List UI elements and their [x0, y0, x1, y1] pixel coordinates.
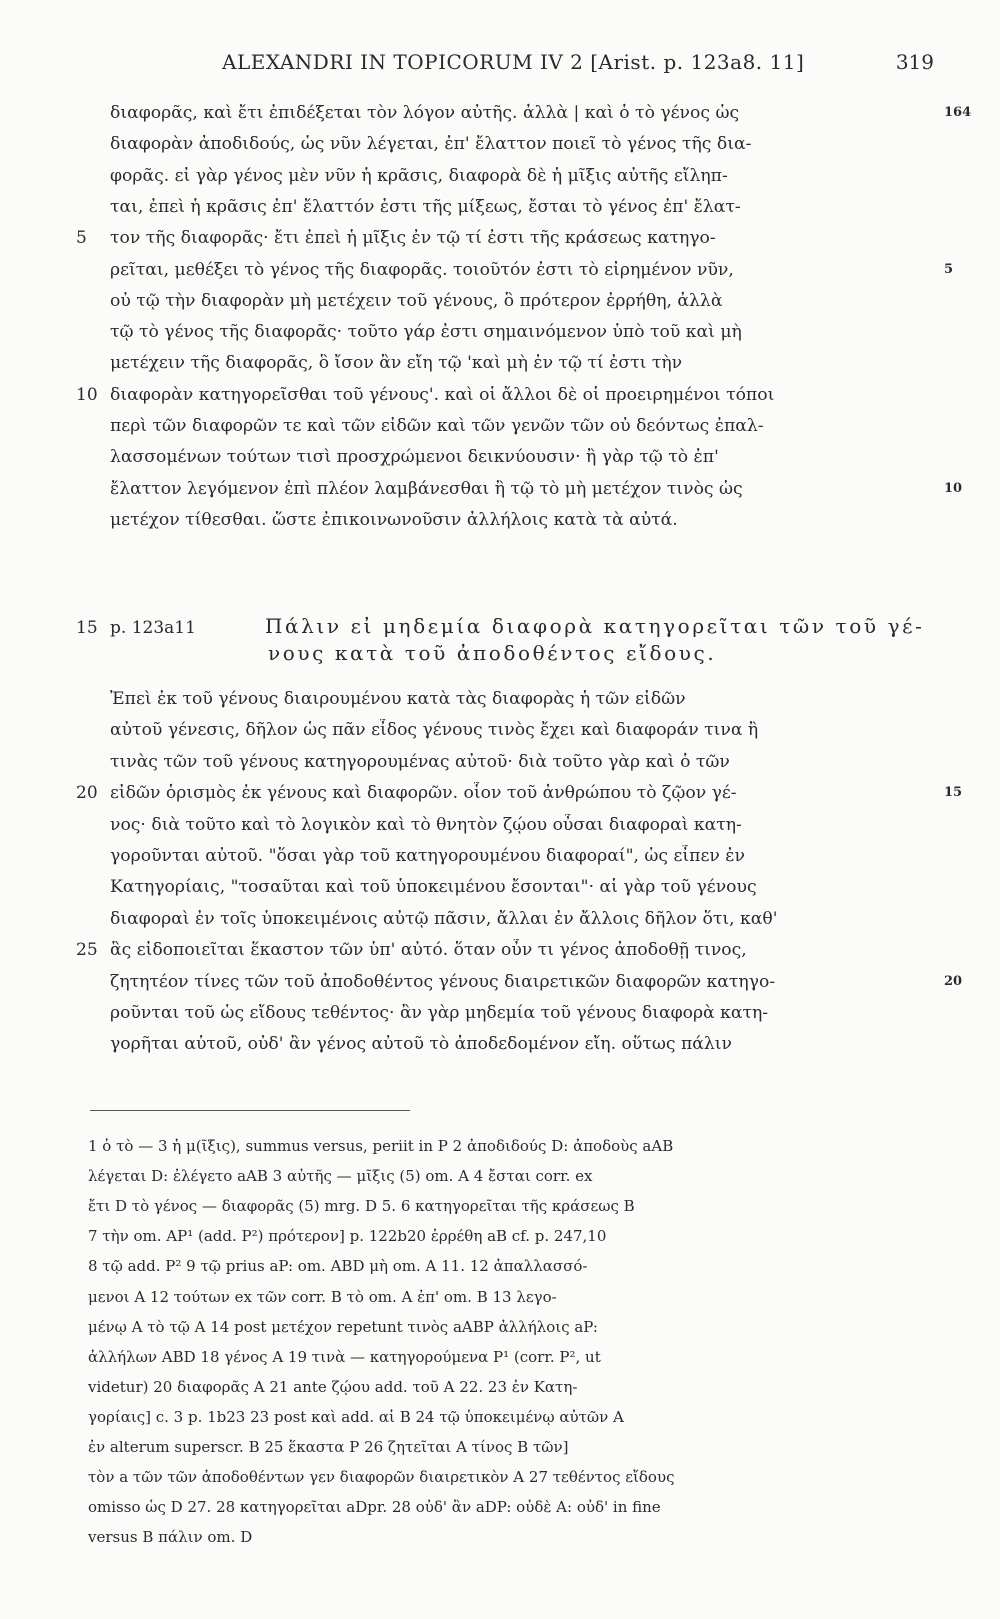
- apparatus-line: τὸν a τῶν τῶν ἀποδοθέντων γεν διαφορῶν διαιρετικὸν A 27 τεθέντος εἴδους: [88, 1468, 675, 1487]
- line-number: 5: [76, 228, 87, 249]
- text-line: ρεῖται, μεθέξει τὸ γένος τῆς διαφορᾶς. τοιοῦτόν ἐστι τὸ εἰρημένον νῦν,: [110, 259, 734, 280]
- text-line: διαφορᾶς, καὶ ἔτι ἐπιδέξεται τὸν λόγον αὐτῆς. ἀλλὰ | καὶ ὁ τὸ γένος ὡς: [110, 103, 740, 123]
- text-line: ζητητέον τίνες τῶν τοῦ ἀποδοθέντος γένους διαιρετικῶν διαφορῶν κατηγο-: [110, 971, 776, 992]
- text-line: γοροῦνται αὐτοῦ. "ὅσαι γὰρ τοῦ κατηγορουμένου διαφοραί", ὡς εἶπεν ἐν: [110, 846, 745, 866]
- margin-reference-number: 10: [944, 480, 963, 496]
- text-line: ται, ἐπεὶ ἡ κρᾶσις ἐπ' ἔλαττόν ἐστι τῆς μίξεως, ἔσται τὸ γένος ἐπ' ἔλατ-: [110, 196, 741, 217]
- text-line: τῷ τὸ γένος τῆς διαφορᾶς· τοῦτο γάρ ἐστι σημαινόμενον ὑπὸ τοῦ καὶ μὴ: [110, 322, 742, 343]
- text-line: ἔλαττον λεγόμενον ἐπὶ πλέον λαμβάνεσθαι ἢ τῷ τὸ μὴ μετέχον τινὸς ὡς: [110, 478, 743, 499]
- line-number: 20: [76, 783, 98, 804]
- apparatus-line: γορίαις] c. 3 p. 1b23 23 post καὶ add. αἱ B 24 τῷ ὑποκειμένῳ αὐτῶν A: [88, 1407, 624, 1426]
- apparatus-line: 1 ὁ τὸ — 3 ἡ μ(ῖξις), summus versus, periit in P 2 ἀποδιδούς D: ἀποδοὺς aAB: [88, 1137, 674, 1155]
- text-line: φορᾶς. εἰ γὰρ γένος μὲν νῦν ἡ κρᾶσις, διαφορὰ δὲ ἡ μῖξις αὐτῆς εἴληπ-: [110, 165, 728, 186]
- text-line: λασσομένων τούτων τισὶ προσχρώμενοι δεικνύουσιν· ἢ γὰρ τῷ τὸ ἐπ': [110, 447, 719, 468]
- text-line: οὐ τῷ τὴν διαφορὰν μὴ μετέχειν τοῦ γένους, ὃ πρότερον ἐρρήθη, ἀλλὰ: [110, 290, 723, 311]
- text-line: αὐτοῦ γένεσις, δῆλον ὡς πᾶν εἶδος γένους τινὸς ἔχει καὶ διαφοράν τινα ἢ: [110, 720, 759, 741]
- text-line: τον τῆς διαφορᾶς· ἔτι ἐπεὶ ἡ μῖξις ἐν τῷ τί ἐστι τῆς κράσεως κατηγο-: [110, 228, 716, 249]
- apparatus-line: 8 τῷ add. P² 9 τῷ prius aP: om. ABD μὴ om. A 11. 12 ἀπαλλασσό-: [88, 1257, 588, 1276]
- text-line: ροῦνται τοῦ ὡς εἴδους τεθέντος· ἂν γὰρ μηδεμία τοῦ γένους διαφορὰ κατη-: [110, 1003, 769, 1023]
- apparatus-line: versus B πάλιν om. D: [88, 1528, 253, 1547]
- aristotle-reference: p. 123a11: [110, 618, 196, 638]
- apparatus-line: μένῳ A τὸ τῷ A 14 post μετέχον repetunt τινὸς aABP ἀλλήλοις aP:: [88, 1317, 598, 1336]
- apparatus-line: ἔτι D τὸ γένος — διαφορᾶς (5) mrg. D 5. 6 κατηγορεῖται τῆς κράσεως B: [88, 1197, 635, 1216]
- text-line: Ἐπεὶ ἐκ τοῦ γένους διαιρουμένου κατὰ τὰς διαφορὰς ἡ τῶν εἰδῶν: [110, 689, 686, 709]
- text-line: τινὰς τῶν τοῦ γένους κατηγορουμένας αὐτοῦ· διὰ τοῦτο γὰρ καὶ ὁ τῶν: [110, 751, 730, 772]
- text-line: ἃς εἰδοποιεῖται ἕκαστον τῶν ὑπ' αὐτό. ὅταν οὖν τι γένος ἀποδοθῇ τινος,: [110, 940, 747, 961]
- text-line: νος· διὰ τοῦτο καὶ τὸ λογικὸν καὶ τὸ θνητὸν ζῴου οὖσαι διαφοραὶ κατη-: [110, 814, 742, 835]
- text-line: διαφοραὶ ἐν τοῖς ὑποκειμένοις αὐτῷ πᾶσιν, ἄλλαι ἐν ἄλλοις δῆλον ὅτι, καθ': [110, 908, 778, 929]
- apparatus-line: ἀλλήλων ABD 18 γένος A 19 τινὰ — κατηγορούμενα P¹ (corr. P², ut: [88, 1347, 601, 1366]
- text-line: μετέχον τίθεσθαι. ὥστε ἐπικοινωνοῦσιν ἀλλήλοις κατὰ τὰ αὐτά.: [110, 509, 678, 530]
- apparatus-line: videtur) 20 διαφορᾶς A 21 ante ζῴου add. τοῦ A 22. 23 ἐν Κατη-: [88, 1377, 578, 1396]
- line-number: 25: [76, 940, 98, 961]
- line-number: 15: [76, 618, 98, 638]
- apparatus-line: ἐν alterum superscr. B 25 ἕκαστα P 26 ζητεῖται A τίνος B τῶν]: [88, 1438, 569, 1456]
- text-line: περὶ τῶν διαφορῶν τε καὶ τῶν εἰδῶν καὶ τῶν γενῶν τῶν οὐ δεόντως ἐπαλ-: [110, 416, 764, 436]
- apparatus-line: λέγεται D: ἐλέγετο aAB 3 αὐτῆς — μῖξις (5) om. A 4 ἔσται corr. ex: [88, 1167, 593, 1186]
- lemma-line-1: Πάλιν εἰ μηδεμία διαφορὰ κατηγορεῖται τῶν τοῦ γέ-: [265, 614, 925, 638]
- apparatus-line: omisso ὡς D 27. 28 κατηγορεῖται aDpr. 28 οὐδ' ἂν aDP: οὐδὲ A: οὐδ' in fine: [88, 1498, 661, 1517]
- text-line: Κατηγορίαις, "τοσαῦται καὶ τοῦ ὑποκειμένου ἔσονται"· αἱ γὰρ τοῦ γένους: [110, 877, 757, 898]
- running-title: ALEXANDRI IN TOPICORUM IV 2 [Arist. p. 123a8. 11]: [222, 50, 805, 74]
- margin-reference-number: 5: [944, 261, 954, 277]
- text-line: διαφορὰν κατηγορεῖσθαι τοῦ γένους'. καὶ οἱ ἄλλοι δὲ οἱ προειρημένοι τόποι: [110, 384, 775, 405]
- text-line: μετέχειν τῆς διαφορᾶς, ὃ ἴσον ἂν εἴη τῷ 'καὶ μὴ ἐν τῷ τί ἐστι τὴν: [110, 353, 683, 374]
- apparatus-line: 7 τὴν om. AP¹ (add. P²) πρότερον] p. 122b20 ἐρρέθη aB cf. p. 247,10: [88, 1227, 607, 1246]
- lemma-line-2: νους κατὰ τοῦ ἀποδοθέντος εἴδους.: [268, 641, 717, 665]
- text-line: εἰδῶν ὁρισμὸς ἐκ γένους καὶ διαφορῶν. οἷον τοῦ ἀνθρώπου τὸ ζῷον γέ-: [110, 783, 737, 804]
- apparatus-line: μενοι A 12 τούτων ex τῶν corr. B τὸ om. A ἐπ' om. B 13 λεγο-: [88, 1287, 557, 1306]
- line-number: 10: [76, 384, 98, 405]
- margin-reference-number: 20: [944, 973, 963, 989]
- running-header: [222, 50, 934, 78]
- footnote-divider: [90, 1110, 410, 1111]
- page-number: 319: [895, 50, 934, 74]
- text-line: γορῆται αὐτοῦ, οὐδ' ἂν γένος αὐτοῦ τὸ ἀποδεδομένον εἴη. οὕτως πάλιν: [110, 1034, 732, 1055]
- text-line: διαφορὰν ἀποδιδούς, ὡς νῦν λέγεται, ἐπ' ἔλαττον ποιεῖ τὸ γένος τῆς δια-: [110, 134, 752, 155]
- margin-reference-number: 15: [944, 785, 963, 801]
- margin-reference-number: 164: [944, 105, 972, 120]
